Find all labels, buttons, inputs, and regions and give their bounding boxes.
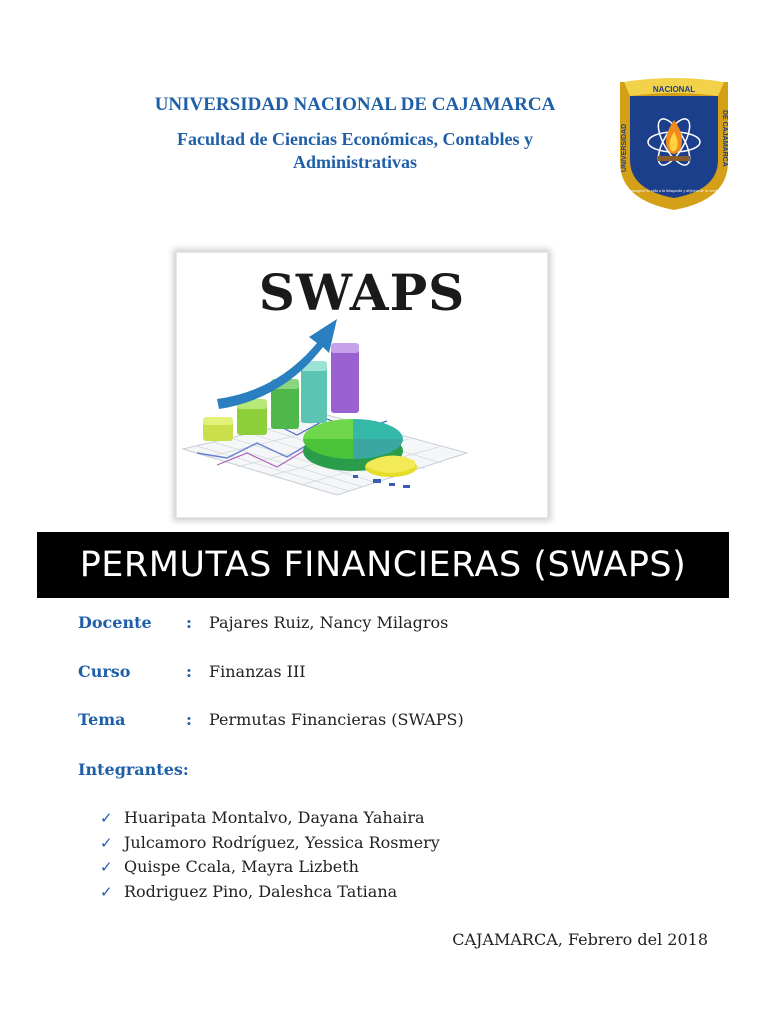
member-name: Julcamoro Rodríguez, Yessica Rosmery	[124, 832, 440, 852]
list-item	[100, 855, 440, 880]
check-icon: ✓	[100, 882, 113, 901]
seal-banner-text: NACIONAL	[652, 85, 696, 94]
integrantes-label: Integrantes:	[78, 760, 189, 779]
member-name: Huaripata Montalvo, Dayana Yahaira	[124, 808, 425, 827]
curso-label: Curso	[78, 662, 131, 681]
swaps-illustration	[176, 252, 548, 518]
list-item	[100, 880, 440, 905]
member-name: Quispe Ccala, Mayra Lizbeth	[124, 857, 359, 876]
check-icon: ✓	[100, 858, 113, 876]
faculty-line-1: Facultad de Ciencias Económicas, Contables y	[176, 129, 533, 149]
seal-right-text: DE CAJAMARCA	[721, 110, 728, 167]
docente-label: Docente	[78, 613, 152, 632]
curso-value: Finanzas III	[209, 662, 306, 681]
university-seal-logo	[614, 76, 734, 214]
faculty-line-2: Administrativas	[292, 152, 417, 172]
seal-left-text: UNIVERSIDAD	[621, 123, 628, 172]
tema-separator: :	[186, 710, 192, 729]
member-name: Rodriguez Pino, Daleshca Tatiana	[124, 881, 398, 901]
document-title: PERMUTAS FINANCIERAS (SWAPS)	[37, 532, 729, 598]
list-item	[100, 831, 440, 856]
members-list	[100, 806, 440, 904]
place-date: CAJAMARCA, Febrero del 2018	[452, 930, 708, 949]
faculty-name	[110, 128, 600, 174]
seal-motto: Consagrar la vida a la búsqueda y defensa de la verdad	[627, 188, 721, 193]
docente-separator: :	[186, 613, 192, 632]
check-icon: ✓	[100, 833, 113, 852]
book-icon	[658, 156, 690, 161]
check-icon: ✓	[100, 809, 113, 827]
university-name: UNIVERSIDAD NACIONAL DE CAJAMARCA	[154, 94, 556, 115]
curso-separator: :	[186, 662, 192, 681]
hero-title: SWAPS	[258, 263, 466, 322]
tema-label: Tema	[78, 710, 126, 729]
list-item	[100, 806, 440, 831]
docente-value: Pajares Ruiz, Nancy Milagros	[209, 613, 449, 632]
tema-value: Permutas Financieras (SWAPS)	[209, 710, 464, 729]
